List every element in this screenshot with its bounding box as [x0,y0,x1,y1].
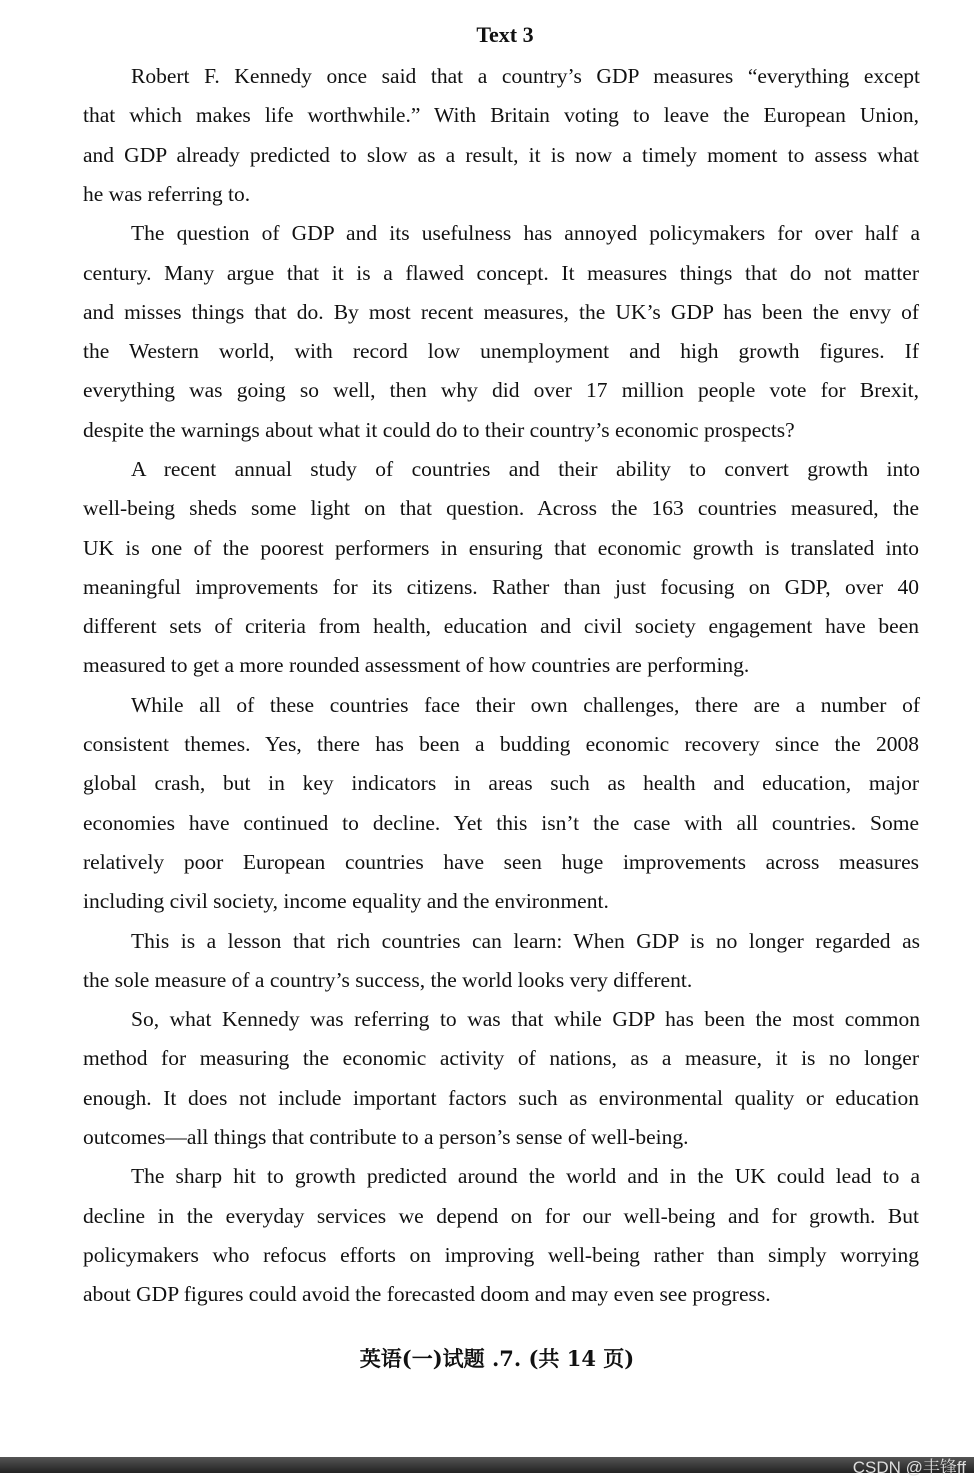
paragraph-7-line: decline in the everyday services we depend on for our well-being and for growth. But [83,1204,919,1228]
paragraph-7-line: The sharp hit to growth predicted around the world and in the UK could lead to a [131,1164,920,1188]
paragraph-3-line: A recent annual study of countries and their ability to convert growth into [131,457,920,481]
paragraph-2-line: despite the warnings about what it could do to their country’s economic prospects? [83,418,795,442]
paragraph-2-line: the Western world, with record low unemployment and high growth figures. If [83,339,919,363]
watermark: CSDN @丰锋ff [852,1458,966,1477]
bottom-bar [0,1457,974,1473]
paragraph-5-line: the sole measure of a country’s success, the world looks very different. [83,968,693,992]
paragraph-4-line: global crash, but in key indicators in areas such as health and education, major [83,771,919,795]
paragraph-5-line: This is a lesson that rich countries can learn: When GDP is no longer regarded as [131,929,920,953]
paragraph-4-line: consistent themes. Yes, there has been a budding economic recovery since the 2008 [83,732,919,756]
paragraph-3-line: well-being sheds some light on that question. Across the 163 countries measured, the [83,496,919,520]
paragraph-1-line: he was referring to. [83,182,251,206]
paragraph-3-line: meaningful improvements for its citizens. Rather than just focusing on GDP, over 40 [83,575,919,599]
paragraph-2-line: everything was going so well, then why did over 17 million people vote for Brexit, [83,378,919,402]
paragraph-4-line: While all of these countries face their own challenges, there are a number of [131,693,920,717]
paragraph-1-line: that which makes life worthwhile.” With Britain voting to leave the European Union, [83,103,919,127]
paragraph-4-line: relatively poor European countries have seen huge improvements across measures [83,850,919,874]
paragraph-2-line: and misses things that do. By most recent measures, the UK’s GDP has been the envy of [83,300,919,324]
section-title: Text 3 [476,22,534,47]
paragraph-3-line: different sets of criteria from health, education and civil society engagement have been [83,614,919,638]
paragraph-4-line: economies have continued to decline. Yet this isn’t the case with all countries. Some [83,811,919,835]
paragraph-6-line: enough. It does not include important factors such as environmental quality or education [83,1086,919,1110]
paragraph-1-line: Robert F. Kennedy once said that a country’s GDP measures “everything except [131,64,920,88]
paragraph-1-line: and GDP already predicted to slow as a result, it is now a timely moment to assess what [83,143,919,167]
page-footer: 英语(一)试题 .7. (共 14 页) [359,1346,635,1371]
paragraph-3-line: UK is one of the poorest performers in ensuring that economic growth is translated into [83,536,919,560]
paragraph-2-line: The question of GDP and its usefulness has annoyed policymakers for over half a [131,221,920,245]
paragraph-6-line: outcomes—all things that contribute to a person’s sense of well-being. [83,1125,689,1149]
paragraph-7-line: about GDP figures could avoid the forecasted doom and may even see progress. [83,1282,771,1306]
paragraph-6-line: method for measuring the economic activity of nations, as a measure, it is no longer [83,1046,919,1070]
paragraph-4-line: including civil society, income equality and the environment. [83,889,609,913]
paragraph-7-line: policymakers who refocus efforts on improving well-being rather than simply worrying [83,1243,919,1267]
paragraph-6-line: So, what Kennedy was referring to was that while GDP has been the most common [131,1007,920,1031]
paragraph-2-line: century. Many argue that it is a flawed concept. It measures things that do not matter [83,261,919,285]
paragraph-3-line: measured to get a more rounded assessment of how countries are performing. [83,653,750,677]
